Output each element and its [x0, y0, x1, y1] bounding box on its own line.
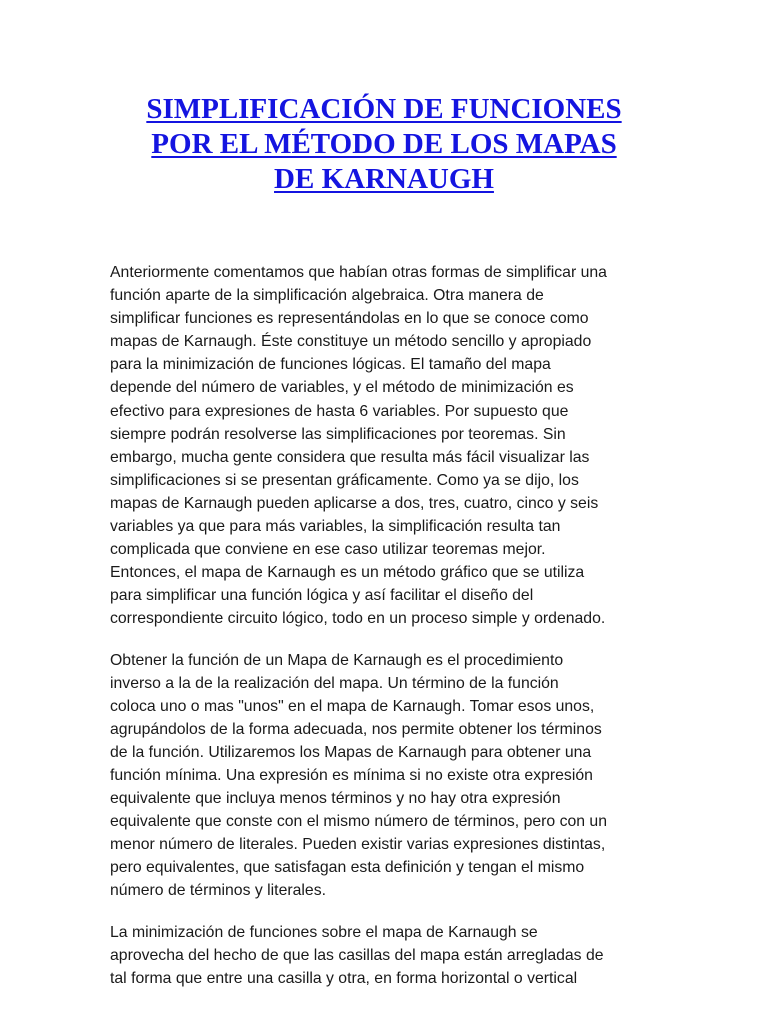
- paragraph-line: aprovecha del hecho de que las casillas del mapa están arregladas de: [110, 946, 604, 964]
- paragraph-line: inverso a la de la realización del mapa. Un término de la función: [110, 674, 559, 692]
- paragraph-line: simplificar funciones es representándolas en lo que se conoce como: [110, 310, 589, 328]
- paragraph-line: función mínima. Una expresión es mínima si no existe otra expresión: [110, 766, 593, 784]
- paragraph-line: Entonces, el mapa de Karnaugh es un método gráfico que se utiliza: [110, 564, 585, 582]
- paragraph-line: equivalente que incluya menos términos y no hay otra expresión: [110, 790, 561, 808]
- paragraph-line: embargo, mucha gente considera que resulta más fácil visualizar las: [110, 448, 590, 466]
- paragraph-1: [110, 261, 670, 631]
- paragraph-line: de la función. Utilizaremos los Mapas de Karnaugh para obtener una: [110, 743, 592, 761]
- paragraph-line: Anteriormente comentamos que habían otras formas de simplificar una: [110, 264, 607, 281]
- paragraph-line: mapas de Karnaugh. Éste constituye un método sencillo y apropiado: [110, 333, 592, 351]
- paragraph-line: para la minimización de funciones lógicas. El tamaño del mapa: [110, 356, 551, 374]
- paragraph-line: pero equivalentes, que satisfagan esta definición y tengan el mismo: [110, 859, 585, 877]
- paragraph-line: depende del número de variables, y el método de minimización es: [110, 379, 574, 397]
- paragraph-line: menor número de literales. Pueden existir varias expresiones distintas,: [110, 836, 606, 854]
- paragraph-line: para simplificar una función lógica y así facilitar el diseño del: [110, 587, 534, 605]
- paragraph-line: correspondiente circuito lógico, todo en un proceso simple y ordenado.: [110, 610, 606, 628]
- paragraph-line: La minimización de funciones sobre el mapa de Karnaugh se: [110, 923, 538, 941]
- article-body: [110, 261, 670, 1008]
- paragraph-line: simplificaciones si se presentan gráficamente. Como ya se dijo, los: [110, 471, 579, 489]
- paragraph-line: Obtener la función de un Mapa de Karnaugh es el procedimiento: [110, 651, 564, 669]
- paragraph-line: equivalente que conste con el mismo número de términos, pero con un: [110, 813, 608, 831]
- title-line: POR EL MÉTODO DE LOS MAPAS: [151, 128, 617, 160]
- paragraph-line: agrupándolos de la forma adecuada, nos permite obtener los términos: [110, 720, 602, 738]
- paragraph-line: coloca uno o mas "unos" en el mapa de Karnaugh. Tomar esos unos,: [110, 697, 595, 715]
- paragraph-3: [110, 921, 670, 990]
- title-link[interactable]: [100, 92, 668, 197]
- paragraph-line: mapas de Karnaugh pueden aplicarse a dos, tres, cuatro, cinco y seis: [110, 494, 599, 512]
- paragraph-line: complicada que conviene en ese caso utilizar teoremas mejor.: [110, 541, 546, 559]
- paragraph-line: número de términos y literales.: [110, 882, 326, 900]
- title-line: DE KARNAUGH: [274, 163, 494, 195]
- paragraph-line: siempre podrán resolverse las simplificaciones por teoremas. Sin: [110, 425, 566, 443]
- paragraph-2: [110, 649, 670, 903]
- title-line: SIMPLIFICACIÓN DE FUNCIONES: [146, 93, 622, 125]
- page-title: [100, 92, 668, 197]
- paragraph-line: variables ya que para más variables, la simplificación resulta tan: [110, 518, 561, 536]
- paragraph-line: función aparte de la simplificación algebraica. Otra manera de: [110, 287, 544, 305]
- paragraph-line: efectivo para expresiones de hasta 6 variables. Por supuesto que: [110, 402, 569, 420]
- paragraph-line: tal forma que entre una casilla y otra, en forma horizontal o vertical: [110, 969, 578, 987]
